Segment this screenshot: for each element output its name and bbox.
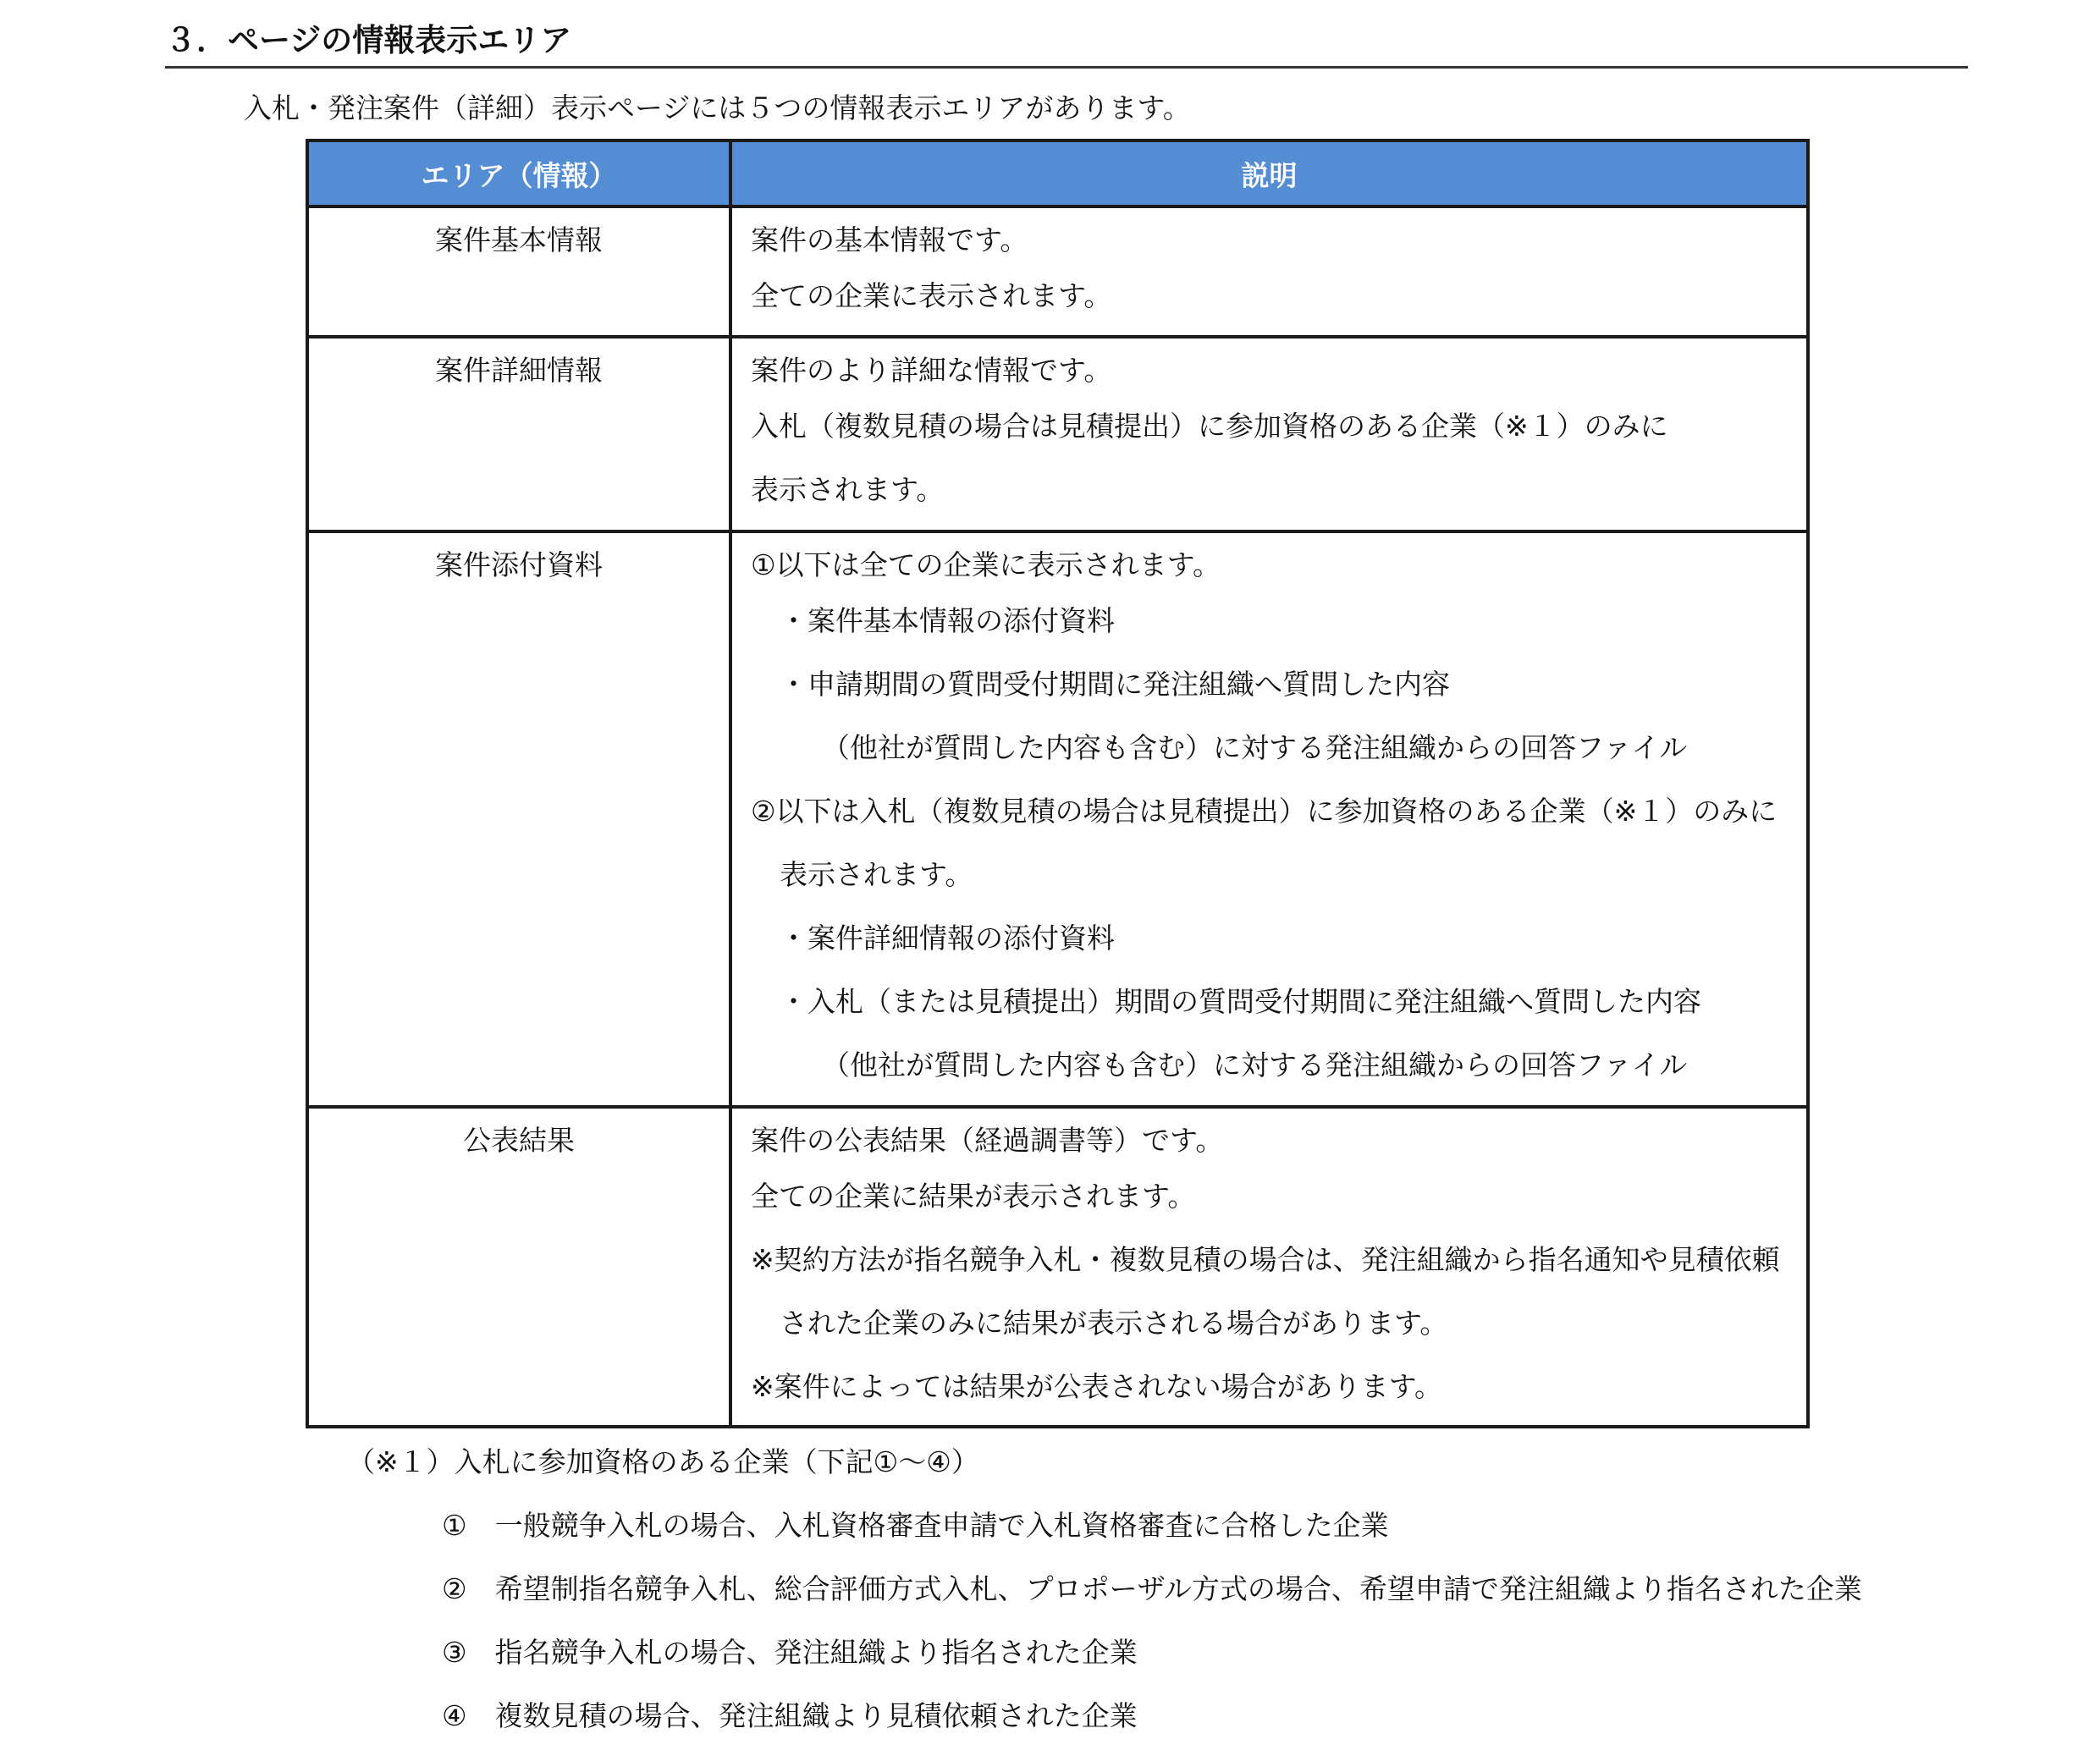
table-row [307, 337, 1808, 531]
footnote-item: ① 一般競争入札の場合、入札資格審査申請で入札資格審査に合格した企業 [442, 1509, 1389, 1542]
info-area-table [306, 139, 1810, 1428]
description-line: ①以下は全ての企業に表示されます。 [751, 548, 1221, 581]
description-line: 案件の基本情報です。 [751, 223, 1028, 256]
description-line: 案件のより詳細な情報です。 [751, 354, 1112, 387]
footnote-item: ④ 複数見積の場合、発注組織より見積依頼された企業 [442, 1699, 1138, 1732]
description-line: ・案件基本情報の添付資料 [780, 604, 1115, 637]
table-row [307, 206, 1808, 337]
footnote-item: ③ 指名競争入札の場合、発注組織より指名された企業 [442, 1636, 1138, 1669]
footnote-title: （※１）入札に参加資格のある企業（下記①～④） [347, 1445, 979, 1478]
table-row [307, 531, 1808, 1107]
table-row [307, 1107, 1808, 1427]
description-line: ②以下は入札（複数見積の場合は見積提出）に参加資格のある企業（※１）のみに [751, 795, 1778, 828]
description-line: ※案件によっては結果が公表されない場合があります。 [751, 1370, 1443, 1403]
area-name: 案件詳細情報 [435, 354, 603, 387]
area-name: 案件添付資料 [435, 548, 603, 581]
description-cell [730, 1107, 1808, 1427]
description-line: ・申請期間の質問受付期間に発注組織へ質問した内容 [780, 668, 1450, 701]
footnote [347, 1430, 1862, 1747]
description-line: （他社が質問した内容も含む）に対する発注組織からの回答ファイル [822, 731, 1688, 764]
area-name: 公表結果 [463, 1124, 575, 1157]
table-header-row [307, 140, 1808, 206]
description-line: 案件の公表結果（経過調書等）です。 [751, 1124, 1224, 1157]
description-cell [730, 337, 1808, 531]
description-line: （他社が質問した内容も含む）に対する発注組織からの回答ファイル [822, 1048, 1688, 1081]
column-header-area: エリア（情報） [307, 140, 730, 206]
intro-text: 入札・発注案件（詳細）表示ページには５つの情報表示エリアがあります。 [244, 91, 1191, 124]
section-heading: ３．ページの情報表示エリア [165, 19, 1968, 69]
description-cell [730, 206, 1808, 337]
area-cell [307, 1107, 730, 1427]
description-line: 全ての企業に結果が表示されます。 [751, 1180, 1196, 1213]
column-header-description: 説明 [730, 140, 1808, 206]
description-line: 表示されます。 [751, 473, 945, 506]
description-line: された企業のみに結果が表示される場合があります。 [780, 1307, 1448, 1340]
area-cell [307, 531, 730, 1107]
area-cell [307, 337, 730, 531]
description-line: ・入札（または見積提出）期間の質問受付期間に発注組織へ質問した内容 [780, 985, 1701, 1018]
description-line: ※契約方法が指名競争入札・複数見積の場合は、発注組織から指名通知や見積依頼 [751, 1243, 1780, 1276]
description-line: 表示されます。 [780, 858, 973, 891]
area-name: 案件基本情報 [435, 223, 603, 256]
footnote-item: ② 希望制指名競争入札、総合評価方式入札、プロポーザル方式の場合、希望申請で発注組織より指名された企業 [442, 1572, 1862, 1605]
description-line: 入札（複数見積の場合は見積提出）に参加資格のある企業（※１）のみに [751, 410, 1668, 443]
area-cell [307, 206, 730, 337]
description-cell [730, 531, 1808, 1107]
description-line: 全ての企業に表示されます。 [751, 279, 1112, 312]
description-line: ・案件詳細情報の添付資料 [780, 922, 1115, 955]
